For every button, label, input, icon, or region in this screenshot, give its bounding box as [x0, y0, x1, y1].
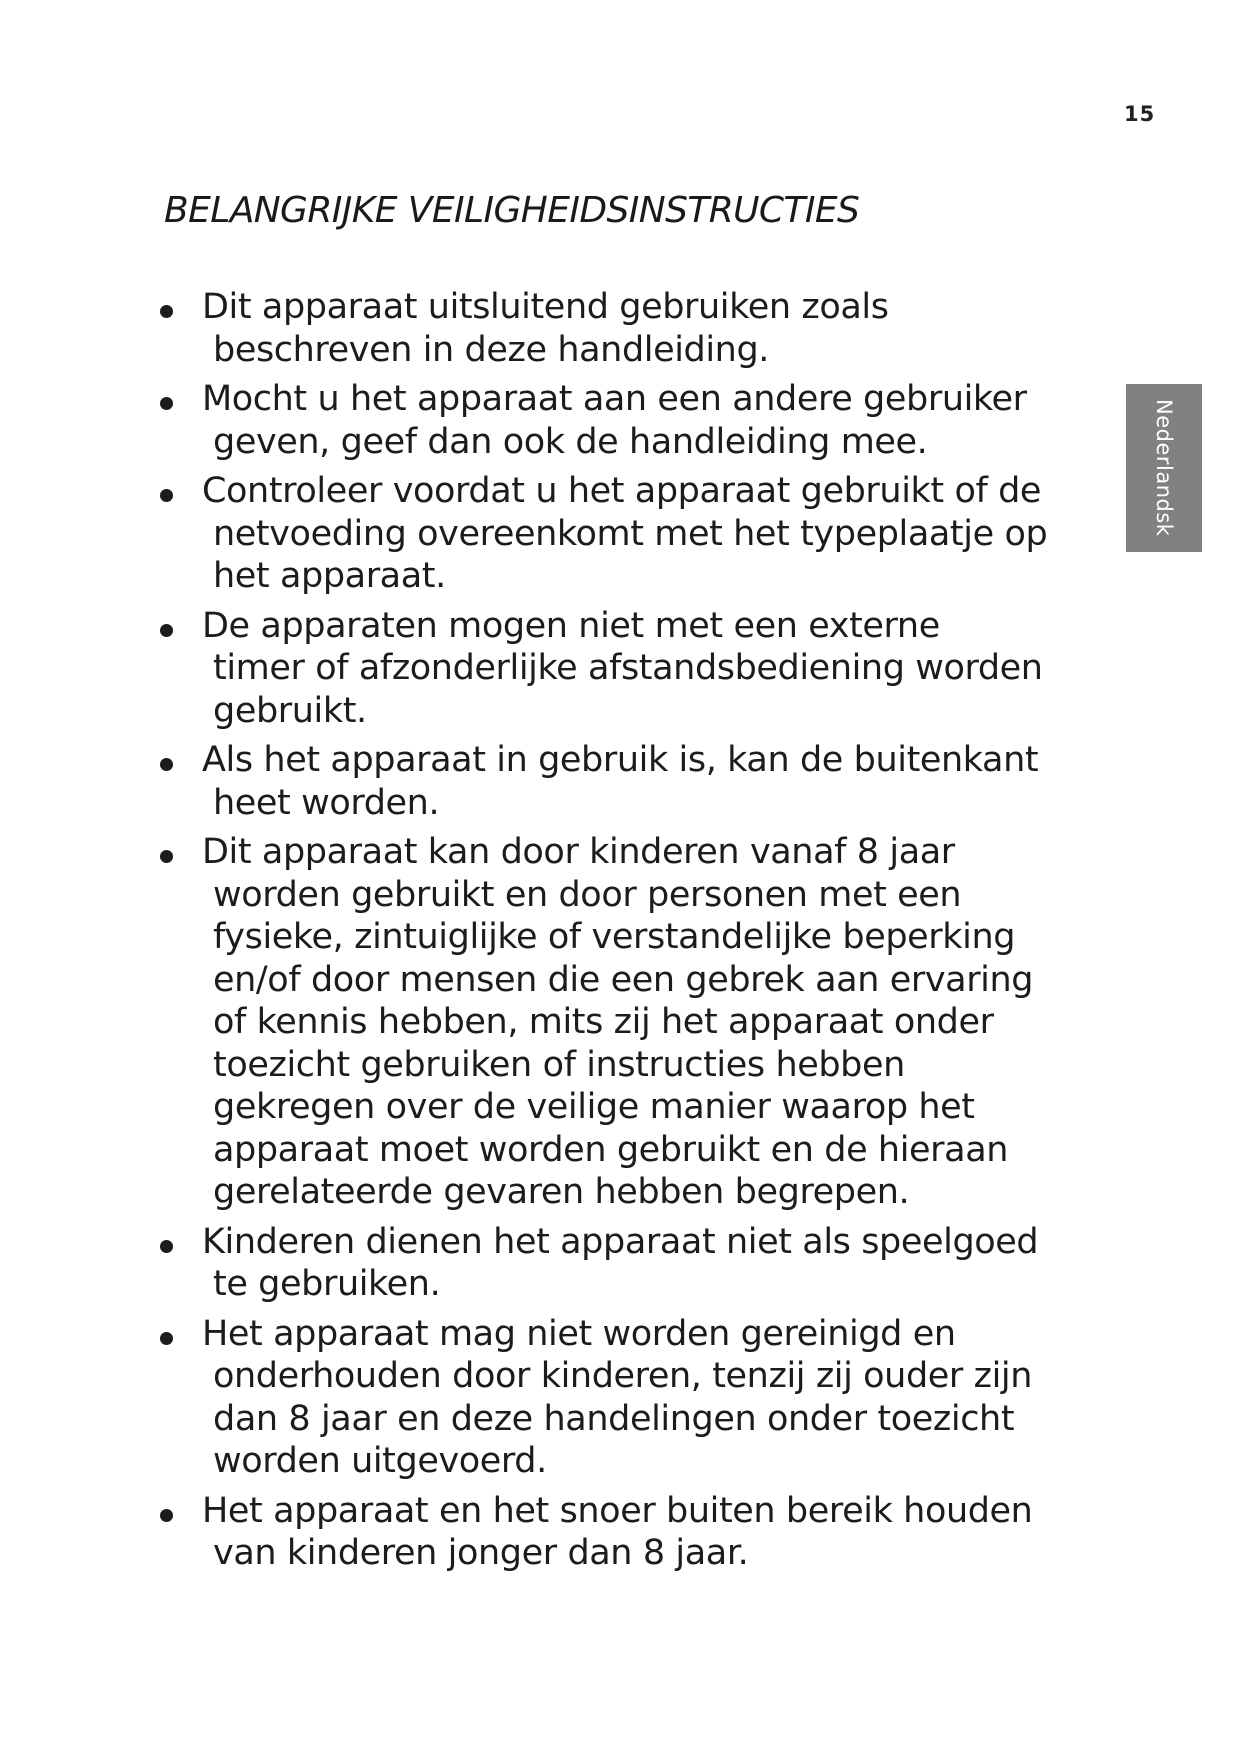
instruction-item: [160, 605, 1080, 733]
bullet-icon: [160, 489, 173, 502]
instruction-line: Dit apparaat uitsluitend gebruiken zoals: [202, 287, 889, 327]
instruction-item: [160, 286, 1080, 371]
instruction-item: [160, 378, 1080, 463]
instruction-line: fysieke, zintuiglijke of verstandelijke beperking: [213, 917, 1016, 957]
instruction-line: en/of door mensen die een gebrek aan ervaring: [213, 959, 1034, 1000]
instruction-line: gebruikt.: [213, 690, 367, 731]
instruction-line: Het apparaat mag niet worden gereinigd en: [202, 1313, 956, 1354]
instruction-line: worden uitgevoerd.: [213, 1441, 547, 1481]
page-title: BELANGRIJKE VEILIGHEIDSINSTRUCTIES: [164, 190, 860, 231]
instruction-item: [160, 1221, 1080, 1306]
bullet-icon: [160, 758, 173, 771]
instruction-item: [160, 831, 1080, 1214]
instruction-line: De apparaten mogen niet met een externe: [202, 605, 940, 646]
instruction-line: of kennis hebben, mits zij het apparaat onder: [213, 1002, 994, 1042]
instruction-line: dan 8 jaar en deze handelingen onder toezicht: [213, 1398, 1015, 1439]
instruction-line: Dit apparaat kan door kinderen vanaf 8 jaar: [202, 832, 955, 872]
instruction-item: [160, 739, 1080, 824]
instruction-line: Controleer voordat u het apparaat gebruikt of de: [202, 471, 1042, 511]
instruction-line: apparaat moet worden gebruikt en de hieraan: [213, 1129, 1009, 1170]
language-tab-label: Nederlandsk: [1152, 399, 1176, 537]
instruction-line: worden gebruikt en door personen met een: [213, 874, 962, 915]
bullet-icon: [160, 850, 173, 863]
language-tab: [1126, 384, 1202, 552]
instruction-line: Mocht u het apparaat aan een andere gebruiker: [202, 379, 1027, 419]
instruction-item: [160, 470, 1080, 598]
bullet-icon: [160, 624, 173, 637]
instruction-line: Kinderen dienen het apparaat niet als speelgoed: [202, 1221, 1039, 1262]
bullet-icon: [160, 1332, 173, 1345]
instruction-line: gerelateerde gevaren hebben begrepen.: [213, 1172, 910, 1212]
instruction-line: van kinderen jonger dan 8 jaar.: [213, 1533, 749, 1573]
instruction-line: beschreven in deze handleiding.: [213, 329, 770, 370]
instruction-line: het apparaat.: [213, 556, 446, 596]
safety-instructions-list: [160, 286, 1080, 1582]
instruction-line: netvoeding overeenkomt met het typeplaatje op: [213, 513, 1048, 554]
instruction-item: [160, 1490, 1080, 1575]
instruction-line: geven, geef dan ook de handleiding mee.: [213, 421, 928, 462]
instruction-item: [160, 1313, 1080, 1483]
bullet-icon: [160, 305, 173, 318]
bullet-icon: [160, 1509, 173, 1522]
instruction-line: heet worden.: [213, 782, 440, 823]
bullet-icon: [160, 397, 173, 410]
instruction-line: Als het apparaat in gebruik is, kan de buitenkant: [202, 740, 1039, 780]
instruction-line: toezicht gebruiken of instructies hebben: [213, 1044, 905, 1085]
instruction-line: Het apparaat en het snoer buiten bereik houden: [202, 1490, 1033, 1531]
instruction-line: te gebruiken.: [213, 1264, 441, 1304]
instruction-line: timer of afzonderlijke afstandsbediening worden: [213, 648, 1043, 688]
instruction-line: gekregen over de veilige manier waarop het: [213, 1087, 975, 1127]
page-number: 15: [1124, 102, 1156, 126]
instruction-line: onderhouden door kinderen, tenzij zij ouder zijn: [213, 1356, 1033, 1396]
bullet-icon: [160, 1240, 173, 1253]
